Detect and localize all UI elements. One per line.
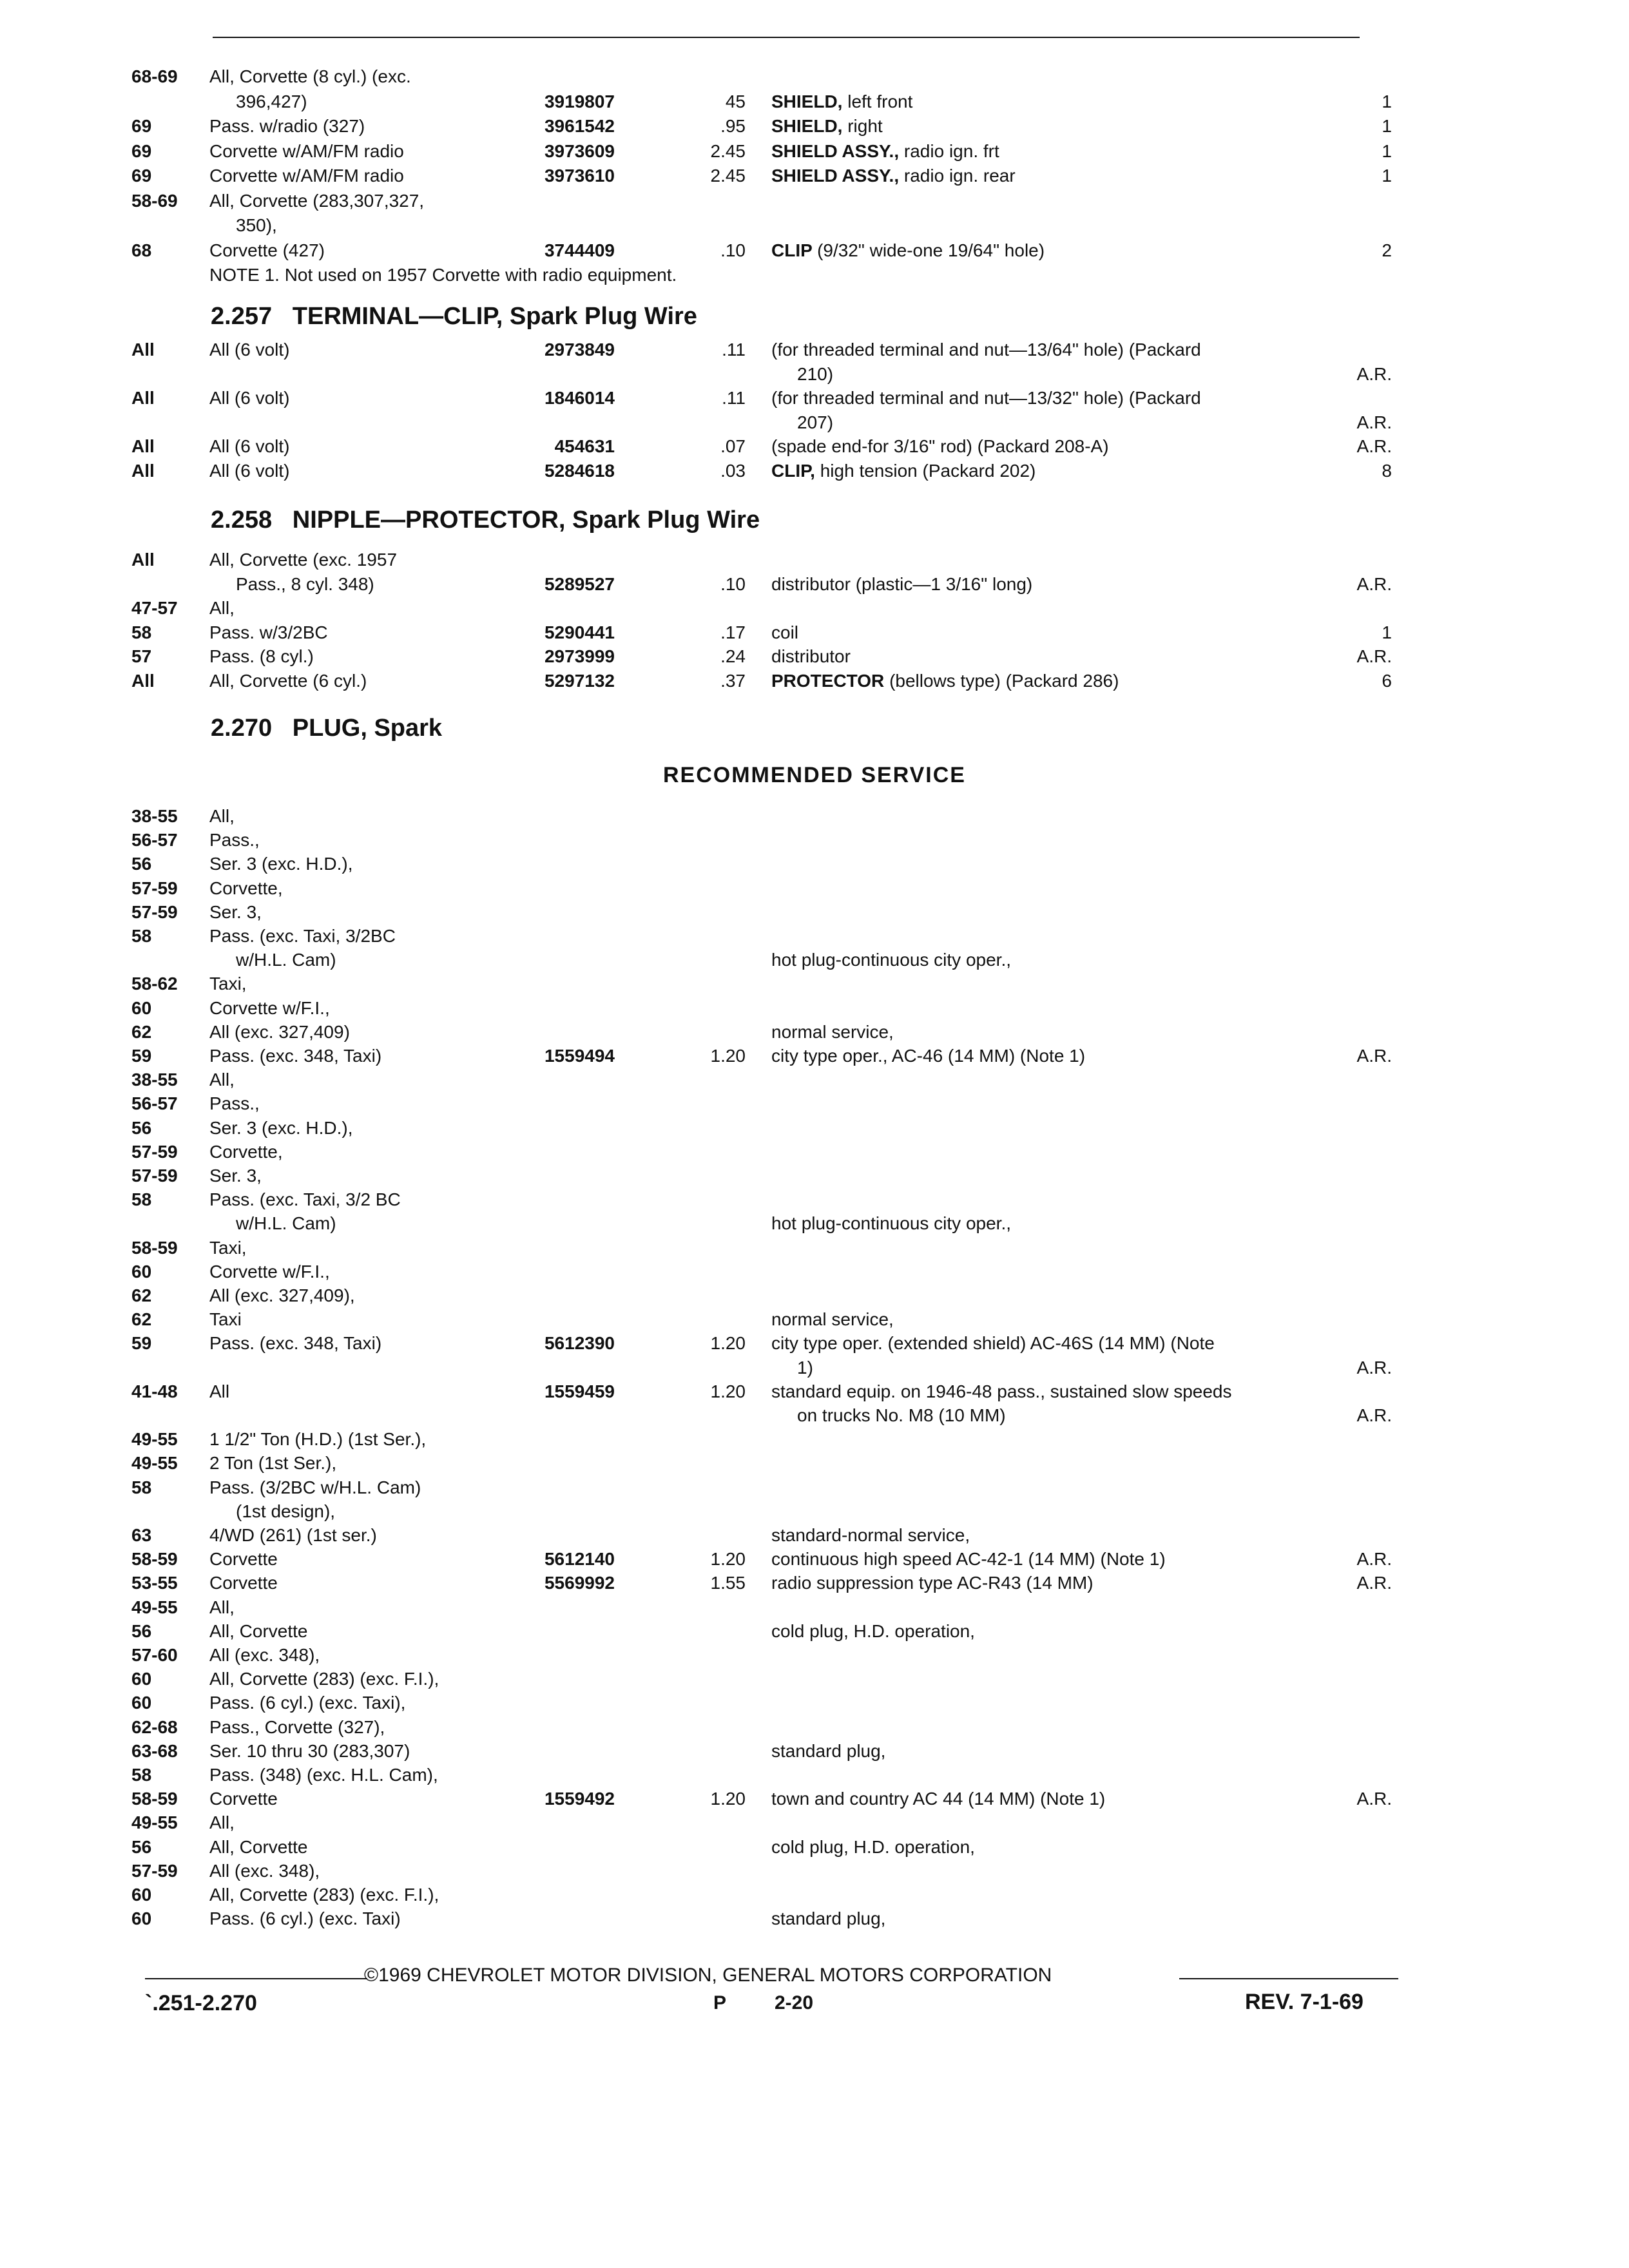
application: All (exc. 327,409) — [209, 1021, 350, 1042]
application: Pass., — [209, 1093, 260, 1114]
year-range: 59 — [131, 1333, 152, 1354]
year-range: 69 — [131, 140, 152, 161]
application: All (6 volt) — [209, 436, 290, 456]
list-item — [0, 1691, 1629, 1715]
year-range: 63-68 — [131, 1740, 178, 1761]
year-range: All — [131, 460, 155, 481]
list-item — [0, 996, 1629, 1021]
part-number: 1559459 — [544, 1381, 615, 1401]
application: All (exc. 348), — [209, 1860, 320, 1881]
description-continued: 1) — [797, 1357, 813, 1378]
year-range: 63 — [131, 1525, 152, 1545]
part-number: 5297132 — [544, 670, 615, 691]
year-range: 38-55 — [131, 1070, 178, 1090]
section-range: `.251-2.270 — [145, 1991, 257, 2015]
year-range: 57-59 — [131, 1166, 178, 1186]
application-continued: 350), — [236, 215, 277, 235]
application: NOTE 1. Not used on 1957 Corvette with radio equipment. — [209, 265, 677, 285]
application-continued: w/H.L. Cam) — [236, 1213, 336, 1234]
application: 2 Ton (1st Ser.), — [209, 1453, 337, 1474]
description: radio suppression type AC-R43 (14 MM) — [771, 1573, 1094, 1593]
year-range: 58 — [131, 622, 152, 642]
year-range: 58 — [131, 1189, 152, 1210]
year-range: 60 — [131, 1261, 152, 1282]
description: CLIP (9/32" wide-one 19/64" hole) — [771, 240, 1045, 260]
list-item — [0, 972, 1629, 996]
description: standard equip. on 1946-48 pass., sustained slow speeds — [771, 1381, 1232, 1401]
copyright-line: ©1969 CHEVROLET MOTOR DIVISION, GENERAL MOTORS CORPORATION — [364, 1965, 1052, 1986]
list-item — [0, 164, 1629, 188]
quantity: A.R. — [1356, 646, 1392, 666]
year-range: 58-62 — [131, 974, 178, 994]
application: All, Corvette (283) (exc. F.I.), — [209, 1885, 439, 1905]
list-item — [0, 1883, 1629, 1907]
application: Pass. w/radio (327) — [209, 116, 365, 136]
list-item — [0, 114, 1629, 139]
price: 1.20 — [710, 1046, 746, 1066]
year-range: 56-57 — [131, 1093, 178, 1114]
year-range: 62 — [131, 1285, 152, 1305]
application: All (exc. 348), — [209, 1645, 320, 1665]
list-item — [0, 1116, 1629, 1140]
application: Pass., — [209, 830, 260, 850]
application: Pass. (6 cyl.) (exc. Taxi), — [209, 1693, 406, 1713]
price: 2.45 — [710, 166, 746, 186]
application: Corvette, — [209, 878, 283, 898]
section-title: NIPPLE—PROTECTOR, Spark Plug Wire — [292, 506, 760, 533]
list-item — [0, 64, 1629, 89]
quantity: 1 — [1382, 116, 1392, 136]
price: 1.55 — [710, 1573, 746, 1593]
description: PROTECTOR (bellows type) (Packard 286) — [771, 670, 1119, 691]
list-item — [0, 644, 1629, 669]
year-range: 57-59 — [131, 901, 178, 922]
application: All, — [209, 806, 235, 826]
description: city type oper., AC-46 (14 MM) (Note 1) — [771, 1046, 1086, 1066]
list-item — [0, 238, 1629, 263]
part-number: 5290441 — [544, 622, 615, 642]
application: All, Corvette (283,307,327, — [209, 190, 425, 211]
application: 4/WD (261) (1st ser.) — [209, 1525, 377, 1545]
list-item — [0, 1260, 1629, 1284]
year-range: 41-48 — [131, 1381, 178, 1401]
year-range: 62-68 — [131, 1716, 178, 1737]
part-number: 5289527 — [544, 573, 615, 594]
quantity: 1 — [1382, 91, 1392, 111]
price: 1.20 — [710, 1333, 746, 1354]
list-item — [0, 876, 1629, 901]
list-item — [0, 1907, 1629, 1931]
year-range: 60 — [131, 997, 152, 1018]
list-item — [0, 263, 1629, 287]
list-item — [0, 362, 1629, 387]
list-item — [0, 1547, 1629, 1571]
application: All (exc. 327,409), — [209, 1285, 355, 1305]
list-item — [0, 1211, 1629, 1236]
list-item — [0, 1835, 1629, 1860]
year-range: 58 — [131, 926, 152, 946]
application: Corvette w/F.I., — [209, 997, 330, 1018]
quantity: 1 — [1382, 166, 1392, 186]
application: Corvette — [209, 1573, 278, 1593]
year-range: 58-59 — [131, 1237, 178, 1258]
application: Pass. (348) (exc. H.L. Cam), — [209, 1765, 438, 1785]
footer-rule-right — [1179, 1978, 1398, 1979]
list-item — [0, 1403, 1629, 1428]
list-item — [0, 900, 1629, 925]
description-continued: 207) — [797, 412, 834, 432]
application: Corvette w/AM/FM radio — [209, 140, 404, 161]
list-item — [0, 572, 1629, 597]
quantity: A.R. — [1356, 363, 1392, 384]
list-item — [0, 1667, 1629, 1691]
top-rule — [213, 37, 1360, 38]
list-item — [0, 1739, 1629, 1763]
year-range: 49-55 — [131, 1597, 178, 1617]
part-number: 5569992 — [544, 1573, 615, 1593]
description: distributor (plastic—1 3/16" long) — [771, 573, 1033, 594]
description: normal service, — [771, 1021, 894, 1042]
list-item — [0, 596, 1629, 620]
year-range: 57 — [131, 646, 152, 666]
part-number: 1559492 — [544, 1789, 615, 1809]
list-item — [0, 1715, 1629, 1740]
list-item — [0, 1091, 1629, 1116]
application: All — [209, 1381, 230, 1401]
year-range: All — [131, 436, 155, 456]
list-item — [0, 1595, 1629, 1620]
footer-rule-left — [145, 1978, 367, 1979]
list-item — [0, 948, 1629, 972]
application: Pass. (3/2BC w/H.L. Cam) — [209, 1477, 421, 1497]
list-item — [0, 189, 1629, 213]
section-heading-terminal — [211, 303, 697, 331]
year-range: 56 — [131, 1620, 152, 1641]
list-item — [0, 213, 1629, 238]
description: SHIELD ASSY., radio ign. frt — [771, 140, 999, 161]
part-number: 454631 — [554, 436, 615, 456]
application-continued: w/H.L. Cam) — [236, 950, 336, 970]
description: normal service, — [771, 1309, 894, 1330]
part-number: 3919807 — [544, 91, 615, 111]
year-range: 58-59 — [131, 1789, 178, 1809]
year-range: 60 — [131, 1908, 152, 1929]
year-range: 62 — [131, 1309, 152, 1330]
application: All, Corvette (8 cyl.) (exc. — [209, 66, 411, 86]
section-number: 2.257 — [211, 303, 273, 330]
application: All (6 volt) — [209, 460, 290, 481]
quantity: A.R. — [1356, 1357, 1392, 1378]
description: standard plug, — [771, 1908, 886, 1929]
year-range: 58 — [131, 1477, 152, 1497]
list-item — [0, 548, 1629, 572]
quantity: 1 — [1382, 622, 1392, 642]
year-range: 58-69 — [131, 190, 178, 211]
application: Ser. 3 (exc. H.D.), — [209, 854, 353, 874]
description: SHIELD, right — [771, 116, 883, 136]
price: .24 — [720, 646, 746, 666]
year-range: All — [131, 340, 155, 360]
application: Pass. (6 cyl.) (exc. Taxi) — [209, 1908, 401, 1929]
description: hot plug-continuous city oper., — [771, 950, 1012, 970]
list-item — [0, 1236, 1629, 1260]
year-range: 57-60 — [131, 1645, 178, 1665]
price: 2.45 — [710, 140, 746, 161]
list-item — [0, 1811, 1629, 1835]
list-item — [0, 386, 1629, 410]
application: Pass. (exc. 348, Taxi) — [209, 1046, 382, 1066]
quantity: A.R. — [1356, 1046, 1392, 1066]
description: continuous high speed AC-42-1 (14 MM) (Note 1) — [771, 1549, 1166, 1570]
list-item — [0, 338, 1629, 362]
description: city type oper. (extended shield) AC-46S (14 MM) (Note — [771, 1333, 1215, 1354]
description-continued: on trucks No. M8 (10 MM) — [797, 1405, 1006, 1425]
year-range: 68 — [131, 240, 152, 260]
application-continued: Pass., 8 cyl. 348) — [236, 573, 374, 594]
list-item — [0, 1523, 1629, 1548]
application: All, — [209, 1070, 235, 1090]
list-item — [0, 410, 1629, 435]
quantity: A.R. — [1356, 1405, 1392, 1425]
price: 1.20 — [710, 1549, 746, 1570]
description: SHIELD ASSY., radio ign. rear — [771, 166, 1016, 186]
quantity: 1 — [1382, 140, 1392, 161]
list-item — [0, 1643, 1629, 1667]
application: Taxi, — [209, 1237, 247, 1258]
year-range: 49-55 — [131, 1812, 178, 1833]
year-range: 60 — [131, 1669, 152, 1689]
application: Taxi, — [209, 974, 247, 994]
application: Pass. (exc. Taxi, 3/2 BC — [209, 1189, 401, 1210]
recommended-service-heading: RECOMMENDED SERVICE — [663, 763, 966, 787]
year-range: 38-55 — [131, 806, 178, 826]
part-number: 5612140 — [544, 1549, 615, 1570]
list-item — [0, 1140, 1629, 1164]
description: standard-normal service, — [771, 1525, 970, 1545]
application: All (6 volt) — [209, 388, 290, 408]
page-number: 2-20 — [775, 1992, 814, 2013]
quantity: A.R. — [1356, 1573, 1392, 1593]
year-range: 69 — [131, 166, 152, 186]
section-heading-plug — [211, 715, 442, 742]
price: .37 — [720, 670, 746, 691]
list-item — [0, 620, 1629, 645]
section-number: 2.258 — [211, 506, 273, 533]
application: Pass. w/3/2BC — [209, 622, 328, 642]
application: Taxi — [209, 1309, 242, 1330]
year-range: 62 — [131, 1021, 152, 1042]
price: .95 — [720, 116, 746, 136]
description: distributor — [771, 646, 851, 666]
price: 1.20 — [710, 1789, 746, 1809]
list-item — [0, 1787, 1629, 1811]
section-title: TERMINAL—CLIP, Spark Plug Wire — [292, 303, 697, 330]
description: hot plug-continuous city oper., — [771, 1213, 1012, 1234]
year-range: 53-55 — [131, 1573, 178, 1593]
part-number: 1846014 — [544, 388, 615, 408]
price: .03 — [720, 460, 746, 481]
year-range: 57-59 — [131, 1860, 178, 1881]
application: Corvette (427) — [209, 240, 325, 260]
description: (spade end-for 3/16" rod) (Packard 208-A) — [771, 436, 1109, 456]
application: Corvette — [209, 1549, 278, 1570]
year-range: 57-59 — [131, 878, 178, 898]
list-item — [0, 1859, 1629, 1883]
list-item — [0, 1499, 1629, 1524]
quantity: 8 — [1382, 460, 1392, 481]
list-item — [0, 1379, 1629, 1404]
part-number: 5612390 — [544, 1333, 615, 1354]
application: All, Corvette (exc. 1957 — [209, 550, 398, 570]
part-number: 2973999 — [544, 646, 615, 666]
list-item — [0, 459, 1629, 483]
year-range: 56-57 — [131, 830, 178, 850]
year-range: All — [131, 388, 155, 408]
application: Corvette — [209, 1789, 278, 1809]
quantity: A.R. — [1356, 1789, 1392, 1809]
application: Ser. 3, — [209, 901, 262, 922]
application: Pass. (8 cyl.) — [209, 646, 314, 666]
price: 1.20 — [710, 1381, 746, 1401]
list-item — [0, 1187, 1629, 1212]
description: town and country AC 44 (14 MM) (Note 1) — [771, 1789, 1106, 1809]
part-number: 1559494 — [544, 1046, 615, 1066]
quantity: A.R. — [1356, 436, 1392, 456]
description-continued: 210) — [797, 363, 834, 384]
application: Pass. (exc. Taxi, 3/2BC — [209, 926, 396, 946]
price: .07 — [720, 436, 746, 456]
application: Pass. (exc. 348, Taxi) — [209, 1333, 382, 1354]
year-range: 57-59 — [131, 1141, 178, 1162]
list-item — [0, 1427, 1629, 1452]
application: All, Corvette — [209, 1620, 308, 1641]
quantity: A.R. — [1356, 573, 1392, 594]
list-item — [0, 1619, 1629, 1644]
description: (for threaded terminal and nut—13/64" hole) (Packard — [771, 340, 1201, 360]
page-letter: P — [713, 1992, 727, 2013]
section-number: 2.270 — [211, 715, 273, 742]
application: Pass., Corvette (327), — [209, 1716, 385, 1737]
list-item — [0, 1451, 1629, 1475]
price: .11 — [722, 340, 746, 360]
application-continued: (1st design), — [236, 1501, 336, 1521]
year-range: 59 — [131, 1046, 152, 1066]
list-item — [0, 1356, 1629, 1380]
application: Corvette w/AM/FM radio — [209, 166, 404, 186]
list-item — [0, 1068, 1629, 1092]
year-range: All — [131, 670, 155, 691]
list-item — [0, 139, 1629, 164]
year-range: 49-55 — [131, 1429, 178, 1450]
list-item — [0, 669, 1629, 693]
list-item — [0, 90, 1629, 114]
list-item — [0, 1475, 1629, 1500]
list-item — [0, 1307, 1629, 1332]
application: Corvette w/F.I., — [209, 1261, 330, 1282]
revision-date: REV. 7-1-69 — [1245, 1990, 1364, 2014]
part-number: 3973610 — [544, 166, 615, 186]
quantity: 6 — [1382, 670, 1392, 691]
description: cold plug, H.D. operation, — [771, 1620, 975, 1641]
year-range: All — [131, 550, 155, 570]
application: All, — [209, 598, 235, 618]
year-range: 60 — [131, 1693, 152, 1713]
list-item — [0, 1044, 1629, 1068]
price: 45 — [725, 91, 746, 111]
application: Ser. 3 (exc. H.D.), — [209, 1117, 353, 1138]
application: Corvette, — [209, 1141, 283, 1162]
part-number: 3961542 — [544, 116, 615, 136]
application: 1 1/2" Ton (H.D.) (1st Ser.), — [209, 1429, 427, 1450]
section-title: PLUG, Spark — [292, 715, 443, 742]
price: .17 — [720, 622, 746, 642]
section-heading-nipple — [211, 506, 760, 534]
part-number: 3744409 — [544, 240, 615, 260]
list-item — [0, 804, 1629, 829]
part-number: 5284618 — [544, 460, 615, 481]
description: cold plug, H.D. operation, — [771, 1836, 975, 1857]
quantity: 2 — [1382, 240, 1392, 260]
description: (for threaded terminal and nut—13/32" hole) (Packard — [771, 388, 1201, 408]
year-range: 58-59 — [131, 1549, 178, 1570]
list-item — [0, 1020, 1629, 1044]
part-number: 2973849 — [544, 340, 615, 360]
description: CLIP, high tension (Packard 202) — [771, 460, 1036, 481]
year-range: 47-57 — [131, 598, 178, 618]
year-range: 58 — [131, 1765, 152, 1785]
price: .10 — [720, 573, 746, 594]
description: standard plug, — [771, 1740, 886, 1761]
year-range: 60 — [131, 1885, 152, 1905]
list-item — [0, 924, 1629, 948]
list-item — [0, 1164, 1629, 1188]
list-item — [0, 1331, 1629, 1356]
quantity: A.R. — [1356, 412, 1392, 432]
quantity: A.R. — [1356, 1549, 1392, 1570]
list-item — [0, 1763, 1629, 1787]
application-continued: 396,427) — [236, 91, 307, 111]
year-range: 56 — [131, 854, 152, 874]
year-range: 56 — [131, 1117, 152, 1138]
application: All, Corvette — [209, 1836, 308, 1857]
application: Ser. 10 thru 30 (283,307) — [209, 1740, 410, 1761]
description: coil — [771, 622, 799, 642]
application: All, — [209, 1597, 235, 1617]
list-item — [0, 1283, 1629, 1308]
list-item — [0, 434, 1629, 459]
year-range: 49-55 — [131, 1453, 178, 1474]
list-item — [0, 828, 1629, 852]
list-item — [0, 852, 1629, 876]
application: All, Corvette (283) (exc. F.I.), — [209, 1669, 439, 1689]
year-range: 68-69 — [131, 66, 178, 86]
description: SHIELD, left front — [771, 91, 913, 111]
application: All, — [209, 1812, 235, 1833]
price: .10 — [720, 240, 746, 260]
year-range: 69 — [131, 116, 152, 136]
application: Ser. 3, — [209, 1166, 262, 1186]
part-number: 3973609 — [544, 140, 615, 161]
year-range: 56 — [131, 1836, 152, 1857]
price: .11 — [722, 388, 746, 408]
list-item — [0, 1571, 1629, 1595]
application: All, Corvette (6 cyl.) — [209, 670, 367, 691]
application: All (6 volt) — [209, 340, 290, 360]
